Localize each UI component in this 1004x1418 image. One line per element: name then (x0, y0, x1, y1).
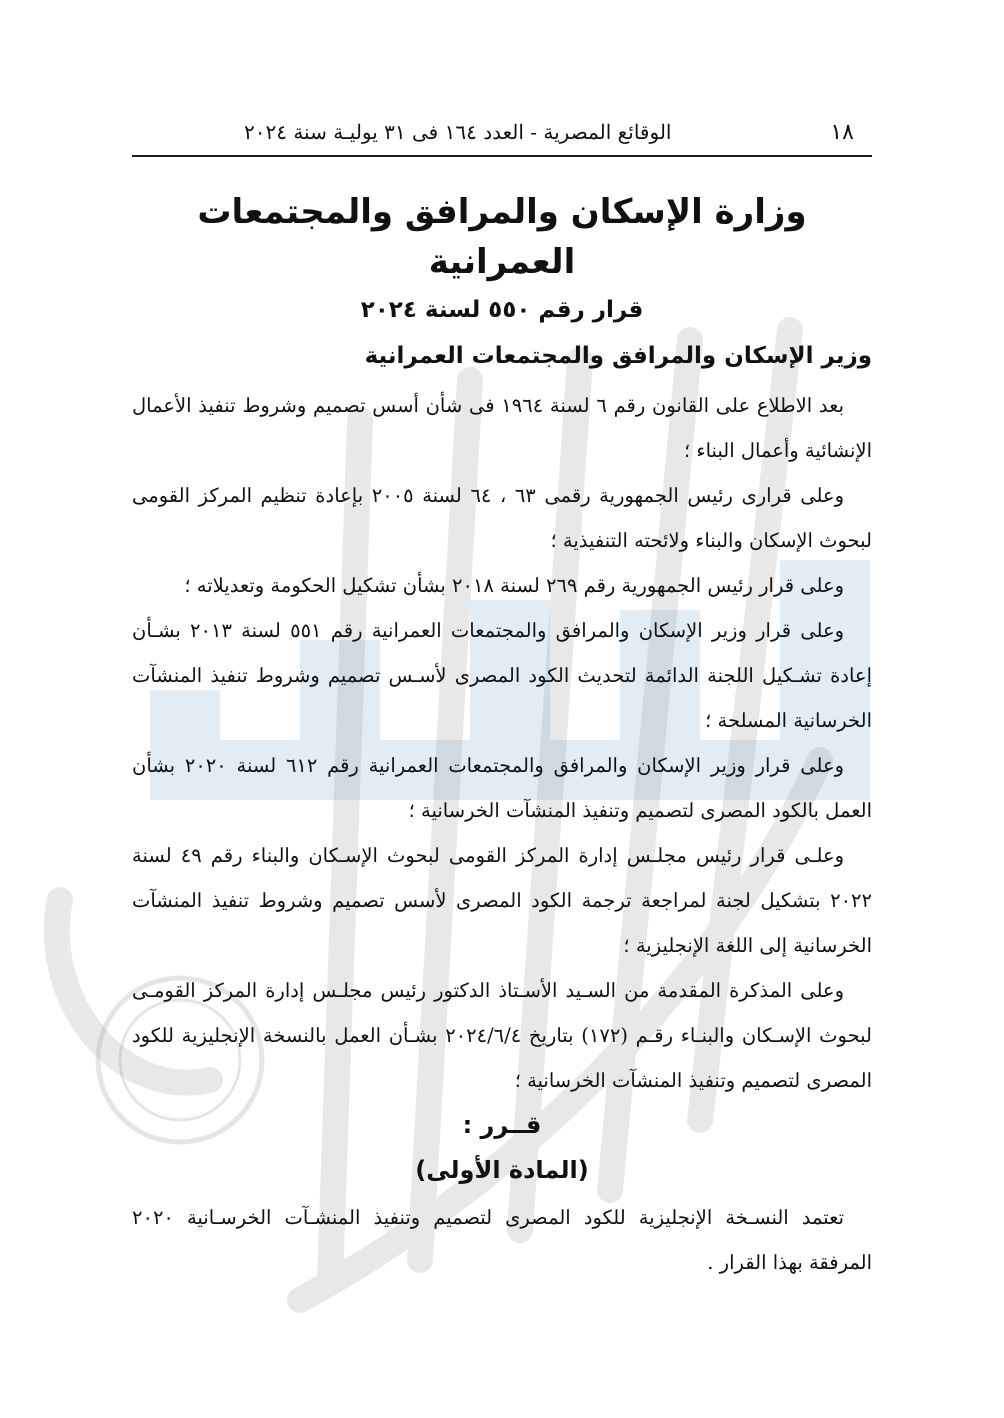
article-heading: (المادة الأولى) (415, 1156, 589, 1184)
ministry-title: وزارة الإسكان والمرافق والمجتمعات العمرانية (197, 192, 807, 282)
preamble (132, 383, 872, 1103)
preamble-paragraph: وعلـى قرار رئيس مجلـس إدارة المركز القومى لبحوث الإسـكان والبناء رقم ٤٩ لسنة ٢٠٢٢ بتشكيل لجنة لمراجعة ترجمة الكود المصرى لأسس تصميم وشروط تنفيذ المنشآت الخرسانية إلى اللغة الإنجليزية ؛ (132, 844, 872, 957)
preamble-paragraph: وعلى قرار رئيس الجمهورية رقم ٢٦٩ لسنة ٢٠١٨ بشأن تشكيل الحكومة وتعديلاته ؛ (184, 574, 844, 597)
preamble-paragraph: وعلى المذكرة المقدمة من السـيد الأسـتاذ الدكتور رئيس مجلـس إدارة المركز القومـى لبحوث الإسـكان والبنـاء رقـم (١٧٢) بتاريخ ٢٠٢٤/٦/٤ بشـأن العمل بالنسخة الإنجليزية للكود المصرى لتصميم وتنفيذ المنشآت الخرسانية ؛ (132, 979, 872, 1092)
decree-title: قرار رقم ٥٥٠ لسنة ٢٠٢٤ (360, 297, 644, 323)
page-number: ١٨ (830, 120, 854, 145)
decided-heading: قــرر : (462, 1111, 542, 1139)
gazette-page (132, 112, 872, 1285)
page-header (132, 112, 872, 157)
preamble-paragraph: بعد الاطلاع على القانون رقم ٦ لسنة ١٩٦٤ فى شأن أسس تصميم وشروط تنفيذ الأعمال الإنشائية وأعمال البناء ؛ (132, 394, 872, 462)
gazette-issue-line: الوقائع المصرية - العدد ١٦٤ فى ٣١ يوليـة سنة ٢٠٢٤ (244, 120, 672, 144)
preamble-paragraph: وعلى قرار وزير الإسكان والمرافق والمجتمعات العمرانية رقم ٥٥١ لسنة ٢٠١٣ بشـأن إعادة تشـكيل اللجنة الدائمة لتحديث الكود المصرى لأسـس تصميم وشروط تنفيذ المنشآت الخرسانية المسلحة ؛ (132, 619, 872, 732)
preamble-paragraph: وعلى قرار وزير الإسكان والمرافق والمجتمعات العمرانية رقم ٦١٢ لسنة ٢٠٢٠ بشأن العمل بالكود المصرى لتصميم وتنفيذ المنشآت الخرسانية ؛ (132, 754, 872, 822)
article-text: تعتمد النسـخة الإنجليزية للكود المصرى لتصميم وتنفيذ المنشـآت الخرسـانية ٢٠٢٠ المرفقة بهذا القرار . (132, 1206, 872, 1274)
minister-heading: وزير الإسكان والمرافق والمجتمعات العمرانية (364, 343, 872, 369)
preamble-paragraph: وعلى قرارى رئيس الجمهورية رقمى ٦٣ ، ٦٤ لسنة ٢٠٠٥ بإعادة تنظيم المركز القومى لبحوث الإسكان والبناء ولائحته التنفيذية ؛ (132, 484, 872, 552)
